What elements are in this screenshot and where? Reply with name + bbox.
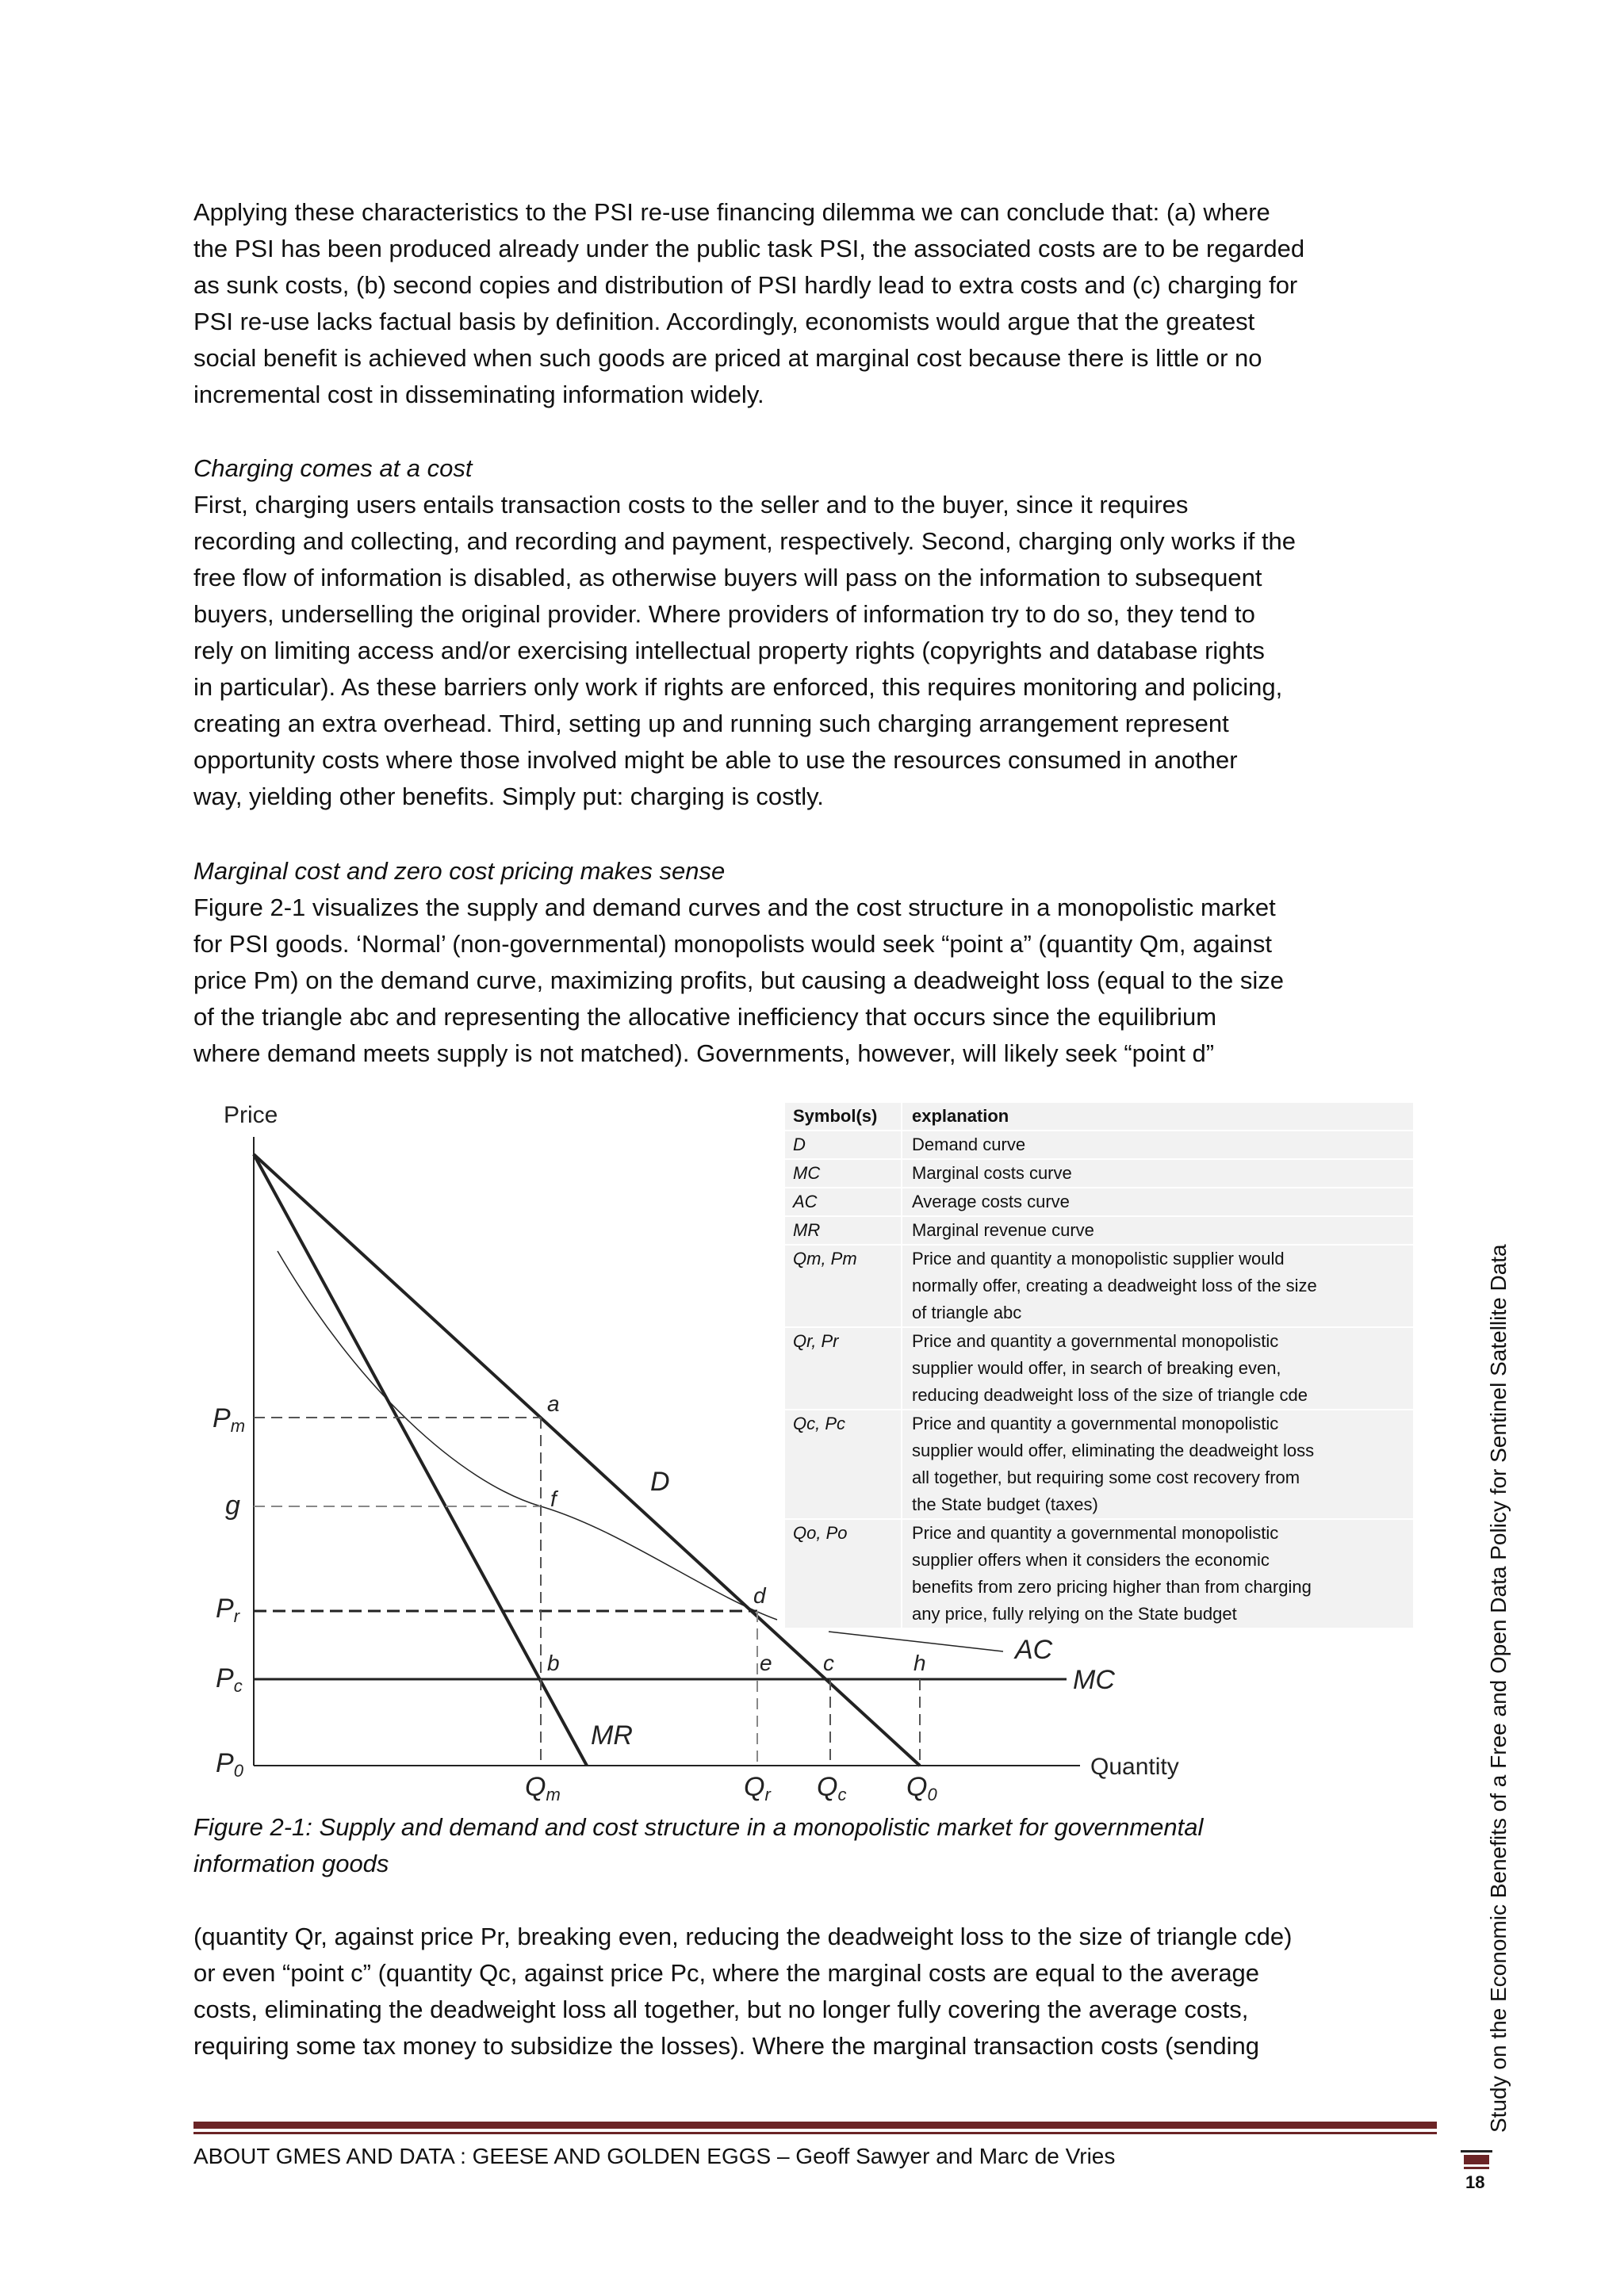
legend-symbol: Qc, Pc xyxy=(785,1410,902,1518)
g-label: g xyxy=(225,1490,240,1521)
text-line: requiring some tax money to subsidize the losses). Where the marginal transaction costs (sending xyxy=(193,2032,1259,2060)
ac-label: AC xyxy=(1015,1635,1053,1665)
legend-explanation: Average costs curve xyxy=(912,1192,1070,1211)
legend-explanation: Marginal revenue curve xyxy=(912,1220,1094,1240)
point-h-label: h xyxy=(914,1651,926,1675)
price-axis-label: Price xyxy=(224,1102,278,1128)
figure-caption xyxy=(193,1809,1203,1882)
page-number-rule-thin xyxy=(1464,2167,1489,2169)
text-line: or even “point c” (quantity Qc, against price Pc, where the marginal costs are equal to the average xyxy=(193,1959,1260,1987)
mc-label: MC xyxy=(1073,1665,1115,1695)
text-line: buyers, underselling the original provider. Where providers of information try to do so, they tend to xyxy=(193,600,1255,628)
pc-label: Pc xyxy=(216,1663,243,1696)
point-e-label: e xyxy=(760,1651,772,1675)
text-line: costs, eliminating the deadweight loss all together, but no longer fully covering the average costs, xyxy=(193,1996,1249,2023)
qr-label: Qr xyxy=(744,1772,771,1804)
text-line: rely on limiting access and/or exercising intellectual property rights (copyrights and database rights xyxy=(193,637,1265,664)
text-line: creating an extra overhead. Third, setting up and running such charging arrangement represent xyxy=(193,710,1229,737)
legend-explanation: Marginal costs curve xyxy=(912,1163,1072,1183)
section-heading-charging: Charging comes at a cost xyxy=(193,454,473,482)
point-a-label: a xyxy=(547,1391,560,1416)
legend-row xyxy=(785,1410,1413,1520)
point-d-label: d xyxy=(753,1583,766,1608)
legend-header-row xyxy=(785,1103,1413,1131)
caption-line: information goods xyxy=(193,1850,389,1877)
legend-symbol: MC xyxy=(785,1160,902,1187)
footer-rule xyxy=(193,2122,1437,2129)
symbol-header: Symbol(s) xyxy=(785,1103,902,1130)
legend-row xyxy=(785,1328,1413,1410)
text-line: (quantity Qr, against price Pr, breaking even, reducing the deadweight loss to the size of triangle cde) xyxy=(193,1923,1293,1950)
legend-row xyxy=(785,1188,1413,1217)
text-line: PSI re-use lacks factual basis by definition. Accordingly, economists would argue that the greatest xyxy=(193,308,1255,335)
text-line: price Pm) on the demand curve, maximizing profits, but causing a deadweight loss (equal to the size xyxy=(193,966,1285,994)
explanation-header: explanation xyxy=(912,1106,1009,1126)
text-line: as sunk costs, (b) second copies and distribution of PSI hardly lead to extra costs and (c) charging for xyxy=(193,271,1298,299)
text-line: in particular). As these barriers only work if rights are enforced, this requires monitoring and policing, xyxy=(193,673,1283,701)
text-line: Applying these characteristics to the PSI re-use financing dilemma we can conclude that: (a) where xyxy=(193,198,1270,226)
legend-explanation: Demand curve xyxy=(912,1135,1026,1154)
legend-row xyxy=(785,1246,1413,1328)
text-line: First, charging users entails transaction costs to the seller and to the buyer, since it requires xyxy=(193,491,1189,519)
section-heading-marginal-cost: Marginal cost and zero cost pricing makes sense xyxy=(193,857,726,885)
legend-symbol: MR xyxy=(785,1217,902,1244)
p0-label: P0 xyxy=(216,1748,243,1781)
pm-label: Pm xyxy=(213,1403,246,1436)
text-line: way, yielding other benefits. Simply put: charging is costly. xyxy=(193,783,824,810)
side-document-title: Study on the Economic Benefits of a Free and Open Data Policy for Sentinel Satellite Data xyxy=(1486,1244,1511,2133)
caption-line: Figure 2-1: Supply and demand and cost structure in a monopolistic market for governmental xyxy=(193,1813,1204,1841)
paragraph-charging xyxy=(193,487,1296,815)
point-c-label: c xyxy=(823,1651,834,1675)
text-line: Figure 2-1 visualizes the supply and demand curves and the cost structure in a monopolistic market xyxy=(193,894,1276,921)
legend-explanation: Price and quantity a governmental monopolistic supplier offers when it considers the economic benefits from zero pricing higher than from charging any price, fully relying on the State budget xyxy=(912,1523,1312,1624)
mr-label: MR xyxy=(591,1720,633,1751)
text-line: opportunity costs where those involved might be able to use the resources consumed in another xyxy=(193,746,1238,774)
legend-symbol: D xyxy=(785,1131,902,1158)
legend-symbol: Qm, Pm xyxy=(785,1246,902,1326)
pr-label: Pr xyxy=(216,1594,240,1626)
legend-explanation: Price and quantity a monopolistic supplier would normally offer, creating a deadweight loss of the size of triangle abc xyxy=(912,1249,1317,1322)
page-number-block xyxy=(1464,2155,1489,2164)
marginal-revenue-curve xyxy=(254,1154,587,1766)
point-f-label: f xyxy=(550,1487,557,1511)
text-line: for PSI goods. ‘Normal’ (non-governmental) monopolists would seek “point a” (quantity Qm, against xyxy=(193,930,1273,958)
page-number: 18 xyxy=(1465,2172,1485,2192)
average-cost-curve-tail xyxy=(829,1632,1003,1651)
legend-explanation: Price and quantity a governmental monopolistic supplier would offer, in search of breaking even, reducing deadweight loss of the size of triangle cde xyxy=(912,1331,1308,1405)
text-line: incremental cost in disseminating information widely. xyxy=(193,381,764,408)
quantity-axis-label: Quantity xyxy=(1090,1754,1179,1780)
text-line: recording and collecting, and recording and payment, respectively. Second, charging only works if the xyxy=(193,527,1297,555)
legend-row xyxy=(785,1217,1413,1246)
text-line: social benefit is achieved when such goods are priced at marginal cost because there is little or no xyxy=(193,344,1262,372)
footer-text: ABOUT GMES AND DATA : GEESE AND GOLDEN EGGS – Geoff Sawyer and Marc de Vries xyxy=(193,2144,1116,2168)
legend-explanation: Price and quantity a governmental monopolistic supplier would offer, eliminating the deadweight loss all together, but requiring some cost recovery from the State budget (taxes) xyxy=(912,1414,1315,1514)
paragraph-figure-intro xyxy=(193,890,1284,1072)
qm-label: Qm xyxy=(525,1772,561,1804)
footer-rule-thin xyxy=(193,2132,1437,2134)
legend-row xyxy=(785,1131,1413,1160)
qc-label: Qc xyxy=(817,1772,847,1804)
point-b-label: b xyxy=(547,1651,560,1675)
text-line: the PSI has been produced already under the public task PSI, the associated costs are to be regarded xyxy=(193,235,1305,262)
legend-row xyxy=(785,1520,1413,1629)
legend-symbol: Qr, Pr xyxy=(785,1328,902,1409)
text-line: of the triangle abc and representing the allocative inefficiency that occurs since the equilibrium xyxy=(193,1003,1217,1031)
paragraph-continuation xyxy=(193,1919,1292,2064)
text-line: free flow of information is disabled, as otherwise buyers will pass on the information to subsequent xyxy=(193,564,1262,591)
q0-label: Q0 xyxy=(906,1772,937,1804)
paragraph-psi-financing xyxy=(193,194,1304,413)
legend-symbol: AC xyxy=(785,1188,902,1215)
demand-label: D xyxy=(650,1467,670,1497)
legend-symbol: Qo, Po xyxy=(785,1520,902,1628)
text-line: where demand meets supply is not matched). Governments, however, will likely seek “point d” xyxy=(193,1039,1215,1067)
symbol-legend-table xyxy=(785,1103,1413,1629)
legend-row xyxy=(785,1160,1413,1188)
page-number-rule xyxy=(1461,2150,1492,2152)
